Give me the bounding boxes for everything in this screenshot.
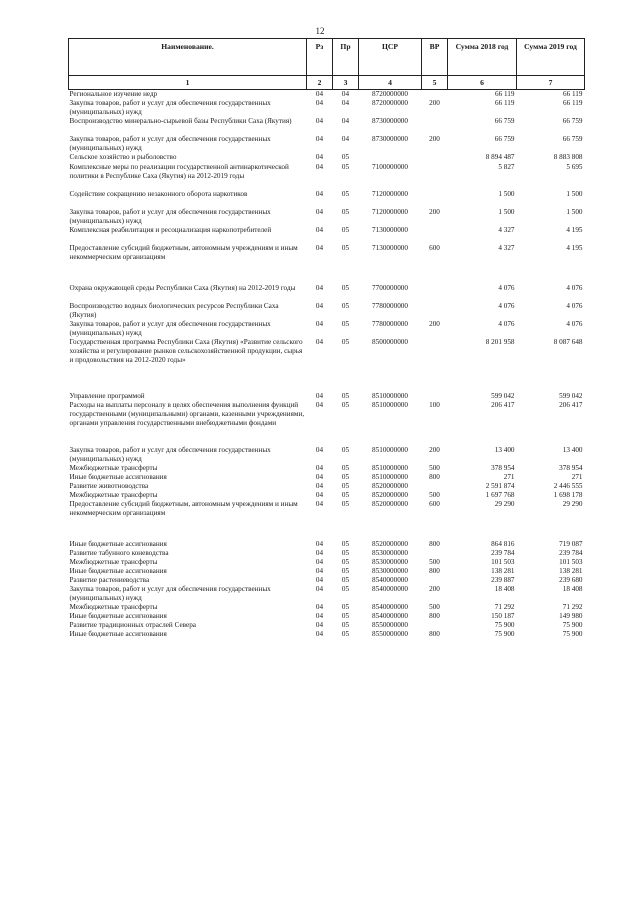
row-pr: 05 xyxy=(341,153,350,161)
row-sum-2019: 18 408 xyxy=(562,585,583,593)
row-name: Закупка товаров, работ и услуг для обеспечения государственных (муниципальных) нужд xyxy=(69,320,271,337)
row-sum-2019: 101 503 xyxy=(559,558,583,566)
row-pr: 04 xyxy=(341,135,350,143)
row-pr: 05 xyxy=(341,540,350,548)
row-csr: 8520000000 xyxy=(372,482,408,490)
row-csr: 7780000000 xyxy=(372,302,408,310)
row-csr: 8500000000 xyxy=(372,338,408,346)
row-sum-2019: 4 195 xyxy=(566,226,583,234)
row-csr: 7130000000 xyxy=(372,244,408,252)
row-pr: 05 xyxy=(341,567,350,575)
table-row xyxy=(69,500,585,518)
row-sum-2019: 66 119 xyxy=(563,90,583,98)
table-row xyxy=(69,549,585,558)
row-csr: 8550000000 xyxy=(372,621,408,629)
row-sum-2019: 239 680 xyxy=(559,576,583,584)
row-name: Развитие табунного коневодства xyxy=(69,549,169,557)
header-vr: ВР xyxy=(422,39,448,76)
row-vr: 800 xyxy=(429,567,440,575)
row-rz: 04 xyxy=(315,473,324,481)
row-sum-2018: 4 076 xyxy=(498,284,515,292)
row-rz: 04 xyxy=(315,208,324,216)
row-sum-2019: 8 883 808 xyxy=(553,153,583,161)
row-pr: 05 xyxy=(341,576,350,584)
row-rz: 04 xyxy=(315,603,324,611)
row-name: Сельское хозяйство и рыболовство xyxy=(69,153,177,161)
table-row xyxy=(69,558,585,567)
row-csr: 8520000000 xyxy=(372,491,408,499)
row-sum-2018: 66 119 xyxy=(495,90,515,98)
row-sum-2019: 66 119 xyxy=(563,99,583,107)
row-sum-2019: 1 500 xyxy=(566,190,583,198)
row-rz: 04 xyxy=(315,549,324,557)
table-row xyxy=(69,208,585,226)
row-sum-2018: 138 281 xyxy=(491,567,515,575)
row-csr: 8510000000 xyxy=(372,473,408,481)
header-pr: Пр xyxy=(333,39,359,76)
row-rz: 04 xyxy=(315,621,324,629)
row-rz: 04 xyxy=(315,135,324,143)
row-sum-2018: 8 201 958 xyxy=(485,338,515,346)
table-row xyxy=(69,576,585,585)
row-sum-2019: 138 281 xyxy=(559,567,583,575)
row-pr: 05 xyxy=(341,208,350,216)
row-vr: 200 xyxy=(429,135,440,143)
row-vr xyxy=(422,284,448,302)
table-row xyxy=(69,153,585,163)
row-name: Региональное изучение недр xyxy=(69,90,158,98)
row-sum-2019: 206 417 xyxy=(559,401,583,409)
row-vr: 200 xyxy=(429,99,440,107)
row-pr: 05 xyxy=(341,612,350,620)
row-pr: 04 xyxy=(341,99,350,107)
table-row xyxy=(69,482,585,491)
row-sum-2018: 239 887 xyxy=(491,576,515,584)
row-pr: 05 xyxy=(341,302,350,310)
row-rz: 04 xyxy=(315,567,324,575)
row-rz: 04 xyxy=(315,630,324,638)
row-csr: 7100000000 xyxy=(372,163,408,171)
row-vr xyxy=(422,392,448,401)
row-sum-2019: 75 900 xyxy=(562,630,583,638)
row-pr: 05 xyxy=(341,392,350,400)
row-csr: 8510000000 xyxy=(372,401,408,409)
row-rz: 04 xyxy=(315,244,324,252)
header-rz: Рз xyxy=(307,39,333,76)
table-row xyxy=(69,603,585,612)
header-sum-2018: Сумма 2018 год xyxy=(448,39,517,76)
row-csr: 8730000000 xyxy=(372,135,408,143)
row-rz: 04 xyxy=(315,338,324,346)
row-name: Предоставление субсидий бюджетным, автономным учреждениям и иным некоммерческим организациям xyxy=(69,500,298,517)
table-row xyxy=(69,190,585,208)
row-vr: 200 xyxy=(429,320,440,328)
row-csr: 8730000000 xyxy=(372,117,408,125)
row-name: Закупка товаров, работ и услуг для обеспечения государственных (муниципальных) нужд xyxy=(69,99,271,116)
row-name: Управление программой xyxy=(69,392,145,400)
table-row xyxy=(69,585,585,603)
row-name: Развитие растениеводства xyxy=(69,576,150,584)
table-row xyxy=(69,540,585,549)
row-sum-2019: 8 087 648 xyxy=(553,338,583,346)
table-row xyxy=(69,284,585,302)
row-name: Межбюджетные трансферты xyxy=(69,491,158,499)
row-sum-2018: 5 827 xyxy=(498,163,515,171)
row-sum-2019: 599 042 xyxy=(559,392,583,400)
row-vr: 200 xyxy=(429,446,440,454)
row-sum-2018: 18 408 xyxy=(494,585,515,593)
row-sum-2019: 71 292 xyxy=(562,603,583,611)
row-sum-2018: 66 759 xyxy=(494,135,515,143)
column-number: 2 xyxy=(307,76,333,90)
table-row xyxy=(69,99,585,117)
table-row xyxy=(69,135,585,153)
row-name: Иные бюджетные ассигнования xyxy=(69,540,167,548)
column-number: 3 xyxy=(333,76,359,90)
row-rz: 04 xyxy=(315,464,324,472)
row-pr: 05 xyxy=(341,190,350,198)
row-vr xyxy=(422,549,448,558)
row-sum-2019: 271 xyxy=(571,473,583,481)
row-rz: 04 xyxy=(315,401,324,409)
column-number: 7 xyxy=(517,76,585,90)
row-rz: 04 xyxy=(315,446,324,454)
row-csr: 8540000000 xyxy=(372,576,408,584)
row-pr: 04 xyxy=(341,117,350,125)
row-csr: 7780000000 xyxy=(372,320,408,328)
row-sum-2018: 4 327 xyxy=(498,226,515,234)
row-vr xyxy=(422,576,448,585)
row-sum-2018: 2 591 874 xyxy=(485,482,515,490)
row-rz: 04 xyxy=(315,163,324,171)
row-vr xyxy=(422,482,448,491)
row-sum-2018: 4 327 xyxy=(498,244,515,252)
row-name: Иные бюджетные ассигнования xyxy=(69,630,167,638)
table-body xyxy=(69,90,585,640)
table-row xyxy=(69,117,585,135)
row-csr: 7700000000 xyxy=(372,284,408,292)
row-name: Воспроизводство минерально-сырьевой базы Республики Саха (Якутия) xyxy=(69,117,292,125)
table-row xyxy=(69,163,585,190)
table-row xyxy=(69,473,585,482)
row-csr: 8520000000 xyxy=(372,540,408,548)
row-sum-2019: 66 759 xyxy=(562,135,583,143)
row-sum-2019: 4 076 xyxy=(566,302,583,310)
table-row xyxy=(69,464,585,473)
row-pr: 05 xyxy=(341,549,350,557)
row-vr xyxy=(422,163,448,190)
row-csr: 7120000000 xyxy=(372,208,408,216)
table-row xyxy=(69,338,585,374)
row-rz: 04 xyxy=(315,558,324,566)
row-pr: 05 xyxy=(341,630,350,638)
row-csr: 8540000000 xyxy=(372,612,408,620)
row-vr xyxy=(422,621,448,630)
row-pr: 05 xyxy=(341,163,350,171)
row-sum-2019: 4 076 xyxy=(566,284,583,292)
row-vr: 800 xyxy=(429,630,440,638)
row-pr: 05 xyxy=(341,621,350,629)
row-name: Государственная программа Республики Саха (Якутия) «Развитие сельского хозяйства и регулирование рынков сельскохозяйственной продукции, сырья и продовольствия на 2012-2020 годы» xyxy=(69,338,303,364)
row-pr: 05 xyxy=(341,500,350,508)
budget-table xyxy=(68,38,585,639)
row-pr: 05 xyxy=(341,320,350,328)
row-vr xyxy=(422,90,448,100)
row-sum-2018: 4 076 xyxy=(498,302,515,310)
row-pr: 05 xyxy=(341,473,350,481)
row-name: Межбюджетные трансферты xyxy=(69,603,158,611)
row-pr: 05 xyxy=(341,558,350,566)
row-rz: 04 xyxy=(315,482,324,490)
table-row xyxy=(69,90,585,100)
row-csr xyxy=(359,153,422,163)
row-sum-2019: 75 900 xyxy=(562,621,583,629)
row-rz: 04 xyxy=(315,576,324,584)
row-csr: 8540000000 xyxy=(372,585,408,593)
row-sum-2018: 599 042 xyxy=(491,392,515,400)
row-pr: 05 xyxy=(341,491,350,499)
row-name: Закупка товаров, работ и услуг для обеспечения государственных (муниципальных) нужд xyxy=(69,135,271,152)
row-pr: 05 xyxy=(341,226,350,234)
row-sum-2018: 1 697 768 xyxy=(485,491,515,499)
row-csr: 8510000000 xyxy=(372,446,408,454)
row-name: Воспроизводство водных биологических ресурсов Республики Саха (Якутия) xyxy=(69,302,279,319)
row-csr: 8510000000 xyxy=(372,392,408,400)
row-csr: 8550000000 xyxy=(372,630,408,638)
row-rz: 04 xyxy=(315,90,324,98)
row-sum-2018: 1 500 xyxy=(498,190,515,198)
row-csr: 8530000000 xyxy=(372,549,408,557)
table-row xyxy=(69,630,585,639)
row-vr: 200 xyxy=(429,585,440,593)
table-header xyxy=(69,39,585,90)
row-name: Иные бюджетные ассигнования xyxy=(69,567,167,575)
row-sum-2019: 5 695 xyxy=(566,163,583,171)
table-row xyxy=(69,244,585,262)
row-name: Предоставление субсидий бюджетным, автономным учреждениям и иным некоммерческим организациям xyxy=(69,244,298,261)
row-sum-2019: 378 954 xyxy=(559,464,583,472)
table-row xyxy=(69,401,585,446)
row-sum-2019: 29 290 xyxy=(562,500,583,508)
row-sum-2019: 1 500 xyxy=(566,208,583,216)
row-spacer xyxy=(69,262,585,284)
row-sum-2019: 66 759 xyxy=(562,117,583,125)
row-rz: 04 xyxy=(315,284,324,292)
row-rz: 04 xyxy=(315,117,324,125)
row-csr: 7120000000 xyxy=(372,190,408,198)
column-number: 5 xyxy=(422,76,448,90)
row-sum-2018: 271 xyxy=(503,473,515,481)
row-name: Комплексные меры по реализации государственной антинаркотической политики в Республике Саха (Якутия) на 2012-2019 годы xyxy=(69,163,289,180)
column-number: 4 xyxy=(359,76,422,90)
row-rz: 04 xyxy=(315,153,324,161)
row-sum-2018: 66 119 xyxy=(495,99,515,107)
row-pr: 05 xyxy=(341,284,350,292)
row-sum-2019: 719 087 xyxy=(559,540,583,548)
row-name: Расходы на выплаты персоналу в целях обеспечения выполнения функций государственными (муниципальными) органами, казенными учреждениями, органами управления государственными внебюджетными фондами xyxy=(69,401,305,427)
row-vr xyxy=(422,338,448,374)
row-sum-2018: 150 187 xyxy=(491,612,515,620)
row-sum-2019: 13 400 xyxy=(562,446,583,454)
row-rz: 04 xyxy=(315,320,324,328)
row-sum-2018: 378 954 xyxy=(491,464,515,472)
row-name: Охрана окружающей среды Республики Саха (Якутия) на 2012-2019 годы xyxy=(69,284,296,292)
row-sum-2019: 239 784 xyxy=(559,549,583,557)
row-pr: 05 xyxy=(341,585,350,593)
row-name: Закупка товаров, работ и услуг для обеспечения государственных (муниципальных) нужд xyxy=(69,208,271,225)
column-number: 1 xyxy=(69,76,307,90)
row-sum-2018: 75 900 xyxy=(494,630,515,638)
table-row xyxy=(69,621,585,630)
row-csr: 8510000000 xyxy=(372,464,408,472)
row-sum-2019: 4 195 xyxy=(566,244,583,252)
row-csr: 8520000000 xyxy=(372,500,408,508)
row-name: Иные бюджетные ассигнования xyxy=(69,473,167,481)
table-row xyxy=(69,446,585,464)
row-sum-2018: 101 503 xyxy=(491,558,515,566)
row-sum-2018: 13 400 xyxy=(494,446,515,454)
row-spacer xyxy=(69,374,585,392)
row-vr: 800 xyxy=(429,473,440,481)
row-rz: 04 xyxy=(315,540,324,548)
header-sum-2019: Сумма 2019 год xyxy=(517,39,585,76)
row-pr: 05 xyxy=(341,482,350,490)
row-csr: 8720000000 xyxy=(372,99,408,107)
row-sum-2019: 1 698 178 xyxy=(553,491,583,499)
row-vr xyxy=(422,153,448,163)
row-csr: 8540000000 xyxy=(372,603,408,611)
row-name: Закупка товаров, работ и услуг для обеспечения государственных (муниципальных) нужд xyxy=(69,446,271,463)
table-row xyxy=(69,392,585,401)
row-vr: 500 xyxy=(429,464,440,472)
row-name: Иные бюджетные ассигнования xyxy=(69,612,167,620)
row-name: Межбюджетные трансферты xyxy=(69,558,158,566)
row-name: Закупка товаров, работ и услуг для обеспечения государственных (муниципальных) нужд xyxy=(69,585,271,602)
row-vr: 500 xyxy=(429,558,440,566)
row-csr: 8720000000 xyxy=(372,90,408,98)
table-row xyxy=(69,612,585,621)
row-sum-2018: 75 900 xyxy=(494,621,515,629)
row-vr xyxy=(422,117,448,135)
row-rz: 04 xyxy=(315,392,324,400)
row-vr: 800 xyxy=(429,540,440,548)
row-pr: 05 xyxy=(341,446,350,454)
row-sum-2019: 149 980 xyxy=(559,612,583,620)
row-vr: 600 xyxy=(429,244,440,252)
row-vr xyxy=(422,302,448,320)
row-rz: 04 xyxy=(315,612,324,620)
row-vr: 200 xyxy=(429,208,440,216)
row-rz: 04 xyxy=(315,226,324,234)
table-row xyxy=(69,567,585,576)
row-name: Межбюджетные трансферты xyxy=(69,464,158,472)
row-pr: 05 xyxy=(341,401,350,409)
row-rz: 04 xyxy=(315,585,324,593)
header-name: Наименование. xyxy=(69,39,307,76)
table-row xyxy=(69,302,585,320)
row-name: Развитие животноводства xyxy=(69,482,149,490)
row-pr: 05 xyxy=(341,338,350,346)
row-sum-2018: 66 759 xyxy=(494,117,515,125)
header-csr: ЦСР xyxy=(359,39,422,76)
table-row xyxy=(69,320,585,338)
row-sum-2018: 864 816 xyxy=(491,540,515,548)
row-vr xyxy=(422,226,448,244)
row-sum-2018: 4 076 xyxy=(498,320,515,328)
page-number: 12 xyxy=(315,26,325,36)
row-csr: 8530000000 xyxy=(372,567,408,575)
row-sum-2019: 2 446 555 xyxy=(553,482,583,490)
row-vr: 600 xyxy=(429,500,440,508)
row-sum-2018: 1 500 xyxy=(498,208,515,216)
row-sum-2018: 206 417 xyxy=(491,401,515,409)
row-vr: 100 xyxy=(429,401,440,409)
row-vr: 800 xyxy=(429,612,440,620)
row-rz: 04 xyxy=(315,500,324,508)
row-sum-2018: 29 290 xyxy=(494,500,515,508)
row-name: Содействие сокращению незаконного оборота наркотиков xyxy=(69,190,248,198)
row-spacer xyxy=(69,518,585,540)
row-pr: 05 xyxy=(341,603,350,611)
table-row xyxy=(69,491,585,500)
row-sum-2019: 4 076 xyxy=(566,320,583,328)
row-rz: 04 xyxy=(315,302,324,310)
row-pr: 05 xyxy=(341,244,350,252)
row-sum-2018: 71 292 xyxy=(494,603,515,611)
row-pr: 04 xyxy=(341,90,350,98)
row-rz: 04 xyxy=(315,491,324,499)
row-vr: 500 xyxy=(429,603,440,611)
table-row xyxy=(69,226,585,244)
row-name: Развитие традиционных отраслей Севера xyxy=(69,621,196,629)
row-vr: 500 xyxy=(429,491,440,499)
row-sum-2018: 239 784 xyxy=(491,549,515,557)
row-csr: 7130000000 xyxy=(372,226,408,234)
row-pr: 05 xyxy=(341,464,350,472)
row-rz: 04 xyxy=(315,190,324,198)
row-name: Комплексная реабилитация и ресоциализация наркопотребителей xyxy=(69,226,272,234)
row-sum-2018: 8 894 487 xyxy=(485,153,515,161)
row-csr: 8530000000 xyxy=(372,558,408,566)
column-number: 6 xyxy=(448,76,517,90)
row-vr xyxy=(422,190,448,208)
row-rz: 04 xyxy=(315,99,324,107)
